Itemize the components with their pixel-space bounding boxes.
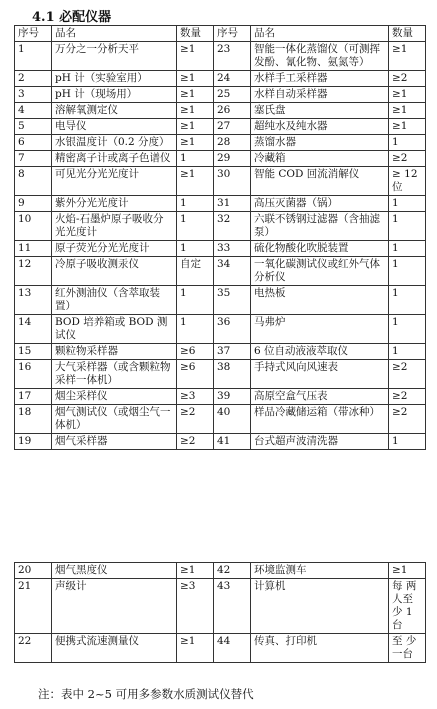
seq-cell: 11 — [15, 241, 52, 257]
qty-cell: 1 — [177, 151, 214, 167]
seq-cell: 14 — [15, 315, 52, 344]
table-note: 注：表中 2~5 可用多参数水质测试仪替代 — [38, 687, 254, 701]
section-title: 4.1 必配仪器 — [32, 10, 112, 25]
table-row — [15, 42, 426, 71]
instrument-table-1 — [14, 25, 426, 450]
name-cell: 颗粒物采样器 — [52, 344, 177, 360]
name-cell: 溶解氧测定仪 — [52, 103, 177, 119]
header-cell: 品名 — [251, 26, 389, 42]
seq-cell: 27 — [214, 119, 251, 135]
seq-cell: 21 — [15, 579, 52, 634]
qty-cell: 1 — [389, 344, 426, 360]
header-cell: 数量 — [177, 26, 214, 42]
seq-cell: 33 — [214, 241, 251, 257]
table-row — [15, 103, 426, 119]
seq-cell: 12 — [15, 257, 52, 286]
qty-cell: 1 — [389, 196, 426, 212]
name-cell: 水银温度计（0.2 分度） — [52, 135, 177, 151]
name-cell: 便携式流速测量仪 — [52, 634, 177, 663]
seq-cell: 30 — [214, 167, 251, 196]
name-cell: 高压灭菌器（锅） — [251, 196, 389, 212]
qty-cell: ≥ 12 位 — [389, 167, 426, 196]
qty-cell: 至 少 一台 — [389, 634, 426, 663]
name-cell: 高原空盒气压表 — [251, 389, 389, 405]
table-row — [15, 241, 426, 257]
name-cell: 传真、打印机 — [251, 634, 389, 663]
name-cell: 原子荧光分光光度计 — [52, 241, 177, 257]
qty-cell: ≥2 — [177, 434, 214, 450]
table-row — [15, 579, 426, 634]
name-cell: 塞氏盘 — [251, 103, 389, 119]
seq-cell: 15 — [15, 344, 52, 360]
name-cell: 手持式风向风速表 — [251, 360, 389, 389]
seq-cell: 25 — [214, 87, 251, 103]
name-cell: 红外测油仪（含萃取装置） — [52, 286, 177, 315]
name-cell: 硫化物酸化吹脱装置 — [251, 241, 389, 257]
seq-cell: 3 — [15, 87, 52, 103]
name-cell: 万分之一分析天平 — [52, 42, 177, 71]
qty-cell: ≥2 — [389, 71, 426, 87]
qty-cell: ≥6 — [177, 360, 214, 389]
seq-cell: 23 — [214, 42, 251, 71]
seq-cell: 8 — [15, 167, 52, 196]
name-cell: 烟气采样器 — [52, 434, 177, 450]
qty-cell: 1 — [177, 286, 214, 315]
seq-cell: 44 — [214, 634, 251, 663]
name-cell: 环境监测车 — [251, 563, 389, 579]
seq-cell: 34 — [214, 257, 251, 286]
seq-cell: 13 — [15, 286, 52, 315]
table-row — [15, 563, 426, 579]
seq-cell: 7 — [15, 151, 52, 167]
seq-cell: 10 — [15, 212, 52, 241]
qty-cell: ≥2 — [177, 405, 214, 434]
seq-cell: 20 — [15, 563, 52, 579]
qty-cell: 1 — [389, 135, 426, 151]
qty-cell: 1 — [389, 212, 426, 241]
name-cell: 样品冷藏储运箱（带冰种） — [251, 405, 389, 434]
name-cell: 烟尘采样仪 — [52, 389, 177, 405]
name-cell: 智能一体化蒸馏仪（可测挥发酚、氰化物、氨氮等） — [251, 42, 389, 71]
qty-cell: ≥1 — [177, 135, 214, 151]
qty-cell: 1 — [389, 257, 426, 286]
qty-cell: 1 — [177, 196, 214, 212]
seq-cell: 40 — [214, 405, 251, 434]
qty-cell: ≥2 — [389, 360, 426, 389]
seq-cell: 16 — [15, 360, 52, 389]
table-row — [15, 360, 426, 389]
qty-cell: 1 — [389, 286, 426, 315]
table-row — [15, 434, 426, 450]
seq-cell: 36 — [214, 315, 251, 344]
seq-cell: 38 — [214, 360, 251, 389]
name-cell: 火焰-石墨炉原子吸收分光光度计 — [52, 212, 177, 241]
table-row — [15, 196, 426, 212]
name-cell: 计算机 — [251, 579, 389, 634]
qty-cell: ≥6 — [177, 344, 214, 360]
name-cell: 蒸馏水器 — [251, 135, 389, 151]
name-cell: 冷藏箱 — [251, 151, 389, 167]
qty-cell: ≥3 — [177, 389, 214, 405]
qty-cell: 1 — [177, 241, 214, 257]
name-cell: 烟气测试仪（或烟尘气一体机） — [52, 405, 177, 434]
header-cell: 数量 — [389, 26, 426, 42]
qty-cell: 自定 — [177, 257, 214, 286]
seq-cell: 32 — [214, 212, 251, 241]
seq-cell: 35 — [214, 286, 251, 315]
qty-cell: ≥1 — [389, 563, 426, 579]
name-cell: 冷原子吸收测汞仪 — [52, 257, 177, 286]
qty-cell: ≥1 — [177, 103, 214, 119]
qty-cell: ≥1 — [177, 87, 214, 103]
table-row — [15, 135, 426, 151]
table-row — [15, 405, 426, 434]
seq-cell: 4 — [15, 103, 52, 119]
qty-cell: 1 — [389, 241, 426, 257]
name-cell: 声级计 — [52, 579, 177, 634]
qty-cell: ≥1 — [177, 167, 214, 196]
seq-cell: 28 — [214, 135, 251, 151]
seq-cell: 5 — [15, 119, 52, 135]
qty-cell: ≥3 — [177, 579, 214, 634]
table-header-row — [15, 26, 426, 42]
qty-cell: ≥1 — [177, 71, 214, 87]
qty-cell: 1 — [389, 434, 426, 450]
seq-cell: 9 — [15, 196, 52, 212]
name-cell: 水样自动采样器 — [251, 87, 389, 103]
qty-cell: ≥1 — [389, 87, 426, 103]
table-row — [15, 71, 426, 87]
seq-cell: 18 — [15, 405, 52, 434]
name-cell: 电热板 — [251, 286, 389, 315]
seq-cell: 26 — [214, 103, 251, 119]
qty-cell: ≥1 — [389, 119, 426, 135]
name-cell: 电导仪 — [52, 119, 177, 135]
seq-cell: 39 — [214, 389, 251, 405]
seq-cell: 42 — [214, 563, 251, 579]
table-row — [15, 119, 426, 135]
qty-cell: ≥2 — [389, 389, 426, 405]
qty-cell: ≥1 — [177, 42, 214, 71]
table-row — [15, 167, 426, 196]
table-row — [15, 389, 426, 405]
qty-cell: ≥1 — [177, 634, 214, 663]
table-row — [15, 315, 426, 344]
instrument-table-2 — [14, 562, 426, 663]
name-cell: 精密离子计或离子色谱仪 — [52, 151, 177, 167]
name-cell: 6 位自动液液萃取仪 — [251, 344, 389, 360]
seq-cell: 41 — [214, 434, 251, 450]
seq-cell: 43 — [214, 579, 251, 634]
table-row — [15, 257, 426, 286]
qty-cell: 1 — [177, 212, 214, 241]
name-cell: 可见光分光光度计 — [52, 167, 177, 196]
seq-cell: 29 — [214, 151, 251, 167]
seq-cell: 6 — [15, 135, 52, 151]
name-cell: 台式超声波清洗器 — [251, 434, 389, 450]
name-cell: pH 计（现场用） — [52, 87, 177, 103]
name-cell: 大气采样器（或含颗粒物采样一体机） — [52, 360, 177, 389]
seq-cell: 24 — [214, 71, 251, 87]
header-cell: 序号 — [15, 26, 52, 42]
qty-cell: ≥2 — [389, 405, 426, 434]
seq-cell: 2 — [15, 71, 52, 87]
qty-cell: ≥1 — [177, 119, 214, 135]
table-row — [15, 634, 426, 663]
name-cell: 智能 COD 回流消解仪 — [251, 167, 389, 196]
table-row — [15, 344, 426, 360]
seq-cell: 19 — [15, 434, 52, 450]
header-cell: 品名 — [52, 26, 177, 42]
name-cell: 烟气黑度仪 — [52, 563, 177, 579]
seq-cell: 31 — [214, 196, 251, 212]
name-cell: 六联不锈钢过滤器（含抽滤泵） — [251, 212, 389, 241]
qty-cell: 1 — [389, 315, 426, 344]
seq-cell: 37 — [214, 344, 251, 360]
seq-cell: 1 — [15, 42, 52, 71]
table-row — [15, 151, 426, 167]
name-cell: 水样手工采样器 — [251, 71, 389, 87]
name-cell: 超纯水及纯水器 — [251, 119, 389, 135]
qty-cell: 1 — [177, 315, 214, 344]
seq-cell: 22 — [15, 634, 52, 663]
qty-cell: ≥2 — [389, 151, 426, 167]
qty-cell: ≥1 — [389, 42, 426, 71]
header-cell: 序号 — [214, 26, 251, 42]
name-cell: BOD 培养箱或 BOD 测试仪 — [52, 315, 177, 344]
name-cell: pH 计（实验室用） — [52, 71, 177, 87]
seq-cell: 17 — [15, 389, 52, 405]
table-row — [15, 286, 426, 315]
name-cell: 一氧化碳测试仪或红外气体分析仪 — [251, 257, 389, 286]
table-row — [15, 212, 426, 241]
qty-cell: ≥1 — [389, 103, 426, 119]
name-cell: 紫外分光光度计 — [52, 196, 177, 212]
qty-cell: 每 两人至 少 1 台 — [389, 579, 426, 634]
table-row — [15, 87, 426, 103]
qty-cell: ≥1 — [177, 563, 214, 579]
name-cell: 马弗炉 — [251, 315, 389, 344]
